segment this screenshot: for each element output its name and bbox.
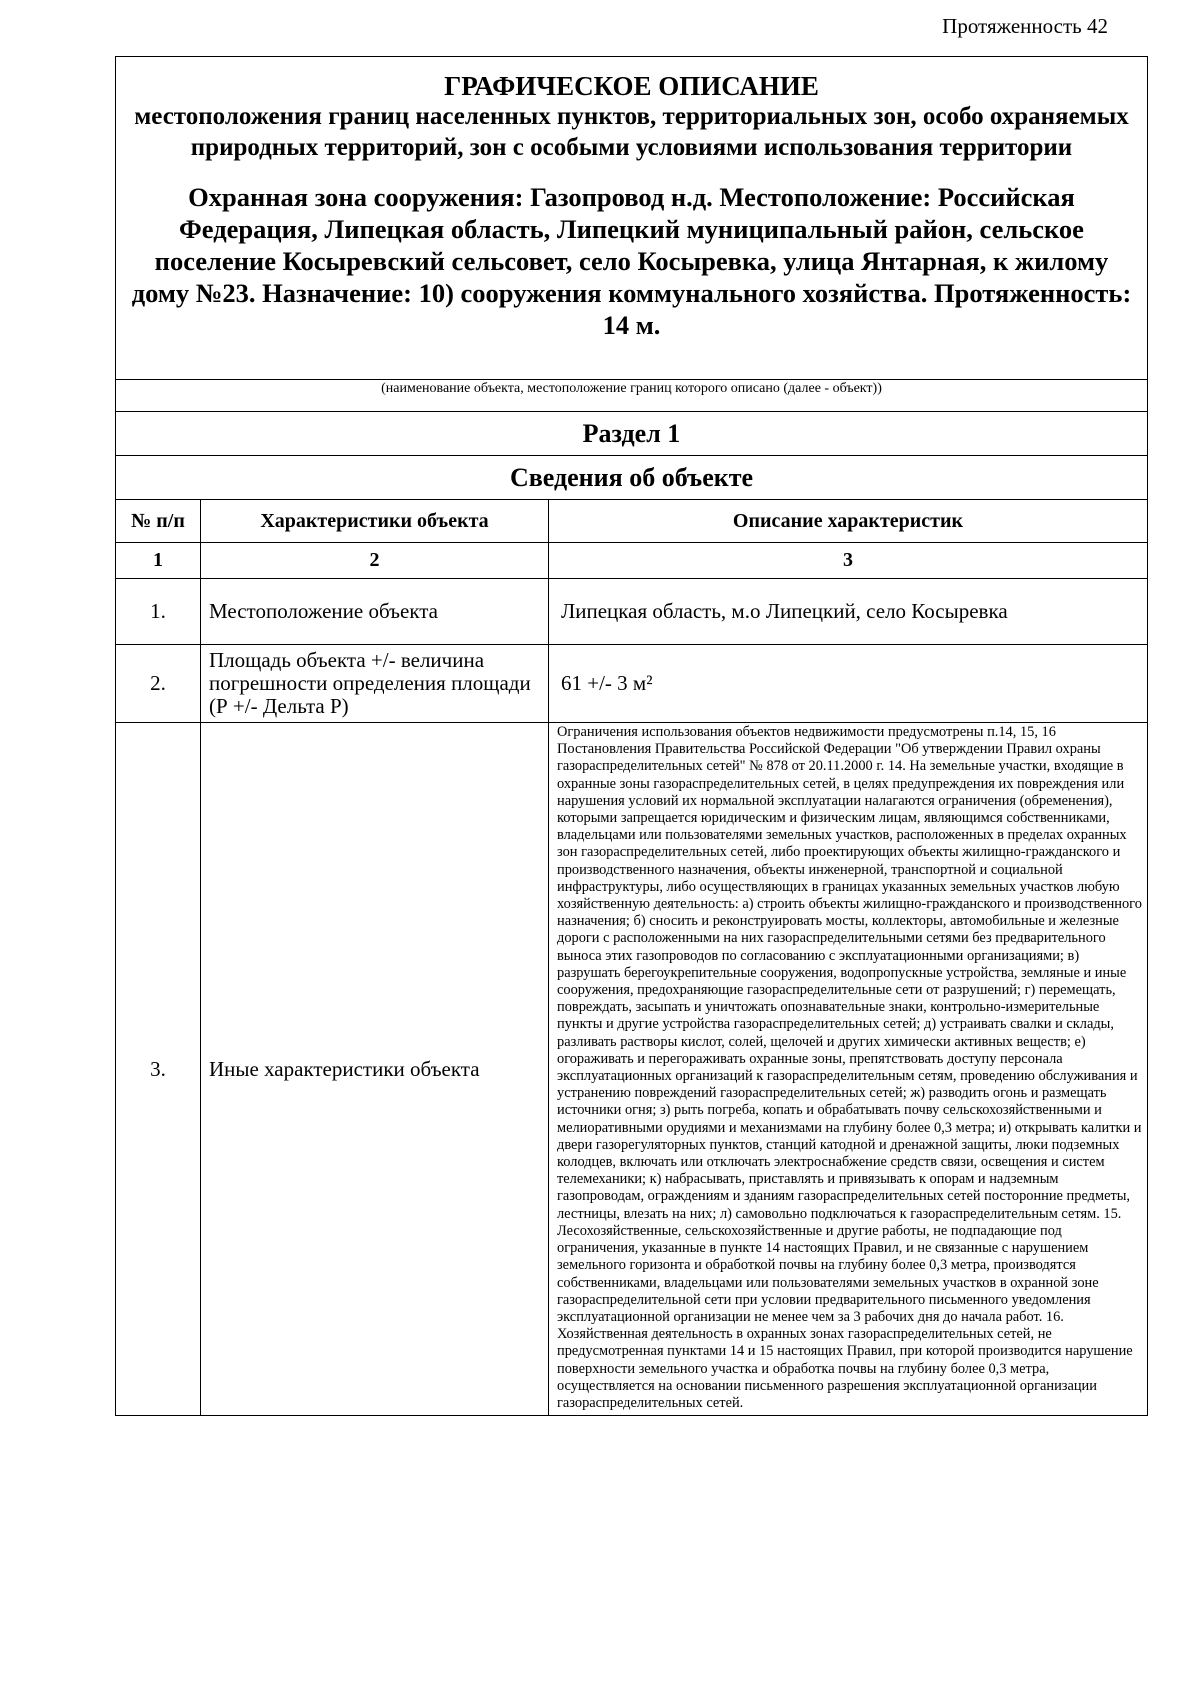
row-characteristic: Местоположение объекта: [201, 579, 549, 645]
column-number-row: [116, 543, 1148, 579]
row-description: Ограничения использования объектов недвижимости предусмотрены п.14, 15, 16 Постановления Правительства Российской Федерации "Об утверждении Правил охраны газораспределительных сетей" № 878 от 20.11.2000 г. 14. На земельные участки, входящие в охранные зоны газораспределительных сетей, в целях предупреждения их повреждения или нарушения условий их нормальной эксплуатации налагаются ограничения (обременения), которыми запрещается юридическим и физическим лицам, являющимся собственниками, владельцами или пользователями земельных участков, расположенных в пределах охранных зон газораспределительных сетей, либо проектирующих объекты жилищно-гражданского и производственного назначения, объекты инженерной, транспортной и социальной инфраструктуры, либо осуществляющих в границах указанных земельных участков любую хозяйственную деятельность: а) строить объекты жилищно-гражданского и производственного назначения; б) сносить и реконструировать мосты, коллекторы, автомобильные и железные дороги с расположенными на них газораспределительными сетями без предварительного выноса этих газопроводов по согласованию с эксплуатационными организациями; в) разрушать берегоукрепительные сооружения, водопропускные устройства, земляные и иные сооружения, предохраняющие газораспределительные сети от разрушений; г) перемещать, повреждать, засыпать и уничтожать опознавательные знаки, контрольно-измерительные пункты и другие устройства газораспределительных сетей; д) устраивать свалки и склады, разливать растворы кислот, солей, щелочей и других химически активных веществ; е) огораживать и перегораживать охранные зоны, препятствовать доступу персонала эксплуатационных организаций к газораспределительным сетям, проведению обслуживания и устранению повреждений газораспределительных сетей; ж) разводить огонь и размещать источники огня; з) рыть погреба, копать и обрабатывать почву сельскохозяйственными и мелиоративными орудиями и механизмами на глубину более 0,3 метра; и) открывать калитки и двери газорегуляторных пунктов, станций катодной и дренажной защиты, люки подземных колодцев, включать или отключать электроснабжение средств связи, освещения и систем телемеханики; к) набрасывать, приставлять и привязывать к опорам и надземным газопроводам, ограждениям и зданиям газораспределительных сетей посторонние предметы, лестницы, влезать на них; л) самовольно подключаться к газораспределительным сетям. 15. Лесохозяйственные, сельскохозяйственные и другие работы, не подпадающие под ограничения, указанные в пункте 14 настоящих Правил, и не связанные с нарушением земельного горизонта и обработкой почвы на глубину более 0,3 метра, производятся собственниками, владельцами или пользователями земельных участков в охранной зоне газораспределительной сети при условии предварительного письменного уведомления эксплуатационной организации не менее чем за 3 рабочих дня до начала работ. 16. Хозяйственная деятельность в охранных зонах газораспределительных сетей, не предусмотренная пунктами 14 и 15 настоящих Правил, при которой производится нарушение поверхности земельного участка и обработка почвы на глубину более 0,3 метра, осуществляется на основании письменного разрешения эксплуатационной организации газораспределительных сетей.: [549, 723, 1148, 1416]
column-number: 2: [201, 543, 549, 579]
object-name: Охранная зона сооружения: Газопровод н.д. Местоположение: Российская Федерация, Липецкая область, Липецкий муниципальный район, сельское поселение Косыревский сельсовет, село Косыревка, улица Янтарная, к жилому дому №23. Назначение: 10) сооружения коммунального хозяйства. Протяженность: 14 м.: [131, 182, 1132, 340]
table-row: [116, 579, 1148, 645]
section-title: Сведения об объекте: [116, 456, 1148, 500]
row-characteristic: Иные характеристики объекта: [201, 723, 549, 1416]
table-row: [116, 723, 1148, 1416]
column-number: 3: [549, 543, 1148, 579]
row-number: 1.: [116, 579, 201, 645]
row-description: Липецкая область, м.о Липецкий, село Косыревка: [549, 579, 1148, 645]
document-title: ГРАФИЧЕСКОЕ ОПИСАНИЕ: [444, 71, 819, 101]
table-header-row: [116, 500, 1148, 543]
table-row: [116, 645, 1148, 723]
row-number: 3.: [116, 723, 201, 1416]
section-number: Раздел 1: [116, 412, 1148, 456]
row-characteristic: Площадь объекта +/- величина погрешности определения площади (Р +/- Дельта Р): [201, 645, 549, 723]
row-number: 2.: [116, 645, 201, 723]
object-caption: (наименование объекта, местоположение границ которого описано (далее - объект)): [116, 380, 1148, 412]
header-description: Описание характеристик: [549, 500, 1148, 543]
title-block: [116, 57, 1148, 380]
document-subtitle: местоположения границ населенных пунктов, территориальных зон, особо охраняемых природных территорий, зон с особыми условиями использования территории: [134, 103, 1129, 161]
row-description: 61 +/- 3 м²: [549, 645, 1148, 723]
header-number: № п/п: [116, 500, 201, 543]
column-number: 1: [116, 543, 201, 579]
page-header: Протяженность 42: [942, 14, 1108, 38]
header-characteristic: Характеристики объекта: [201, 500, 549, 543]
document-table: [115, 56, 1148, 1416]
